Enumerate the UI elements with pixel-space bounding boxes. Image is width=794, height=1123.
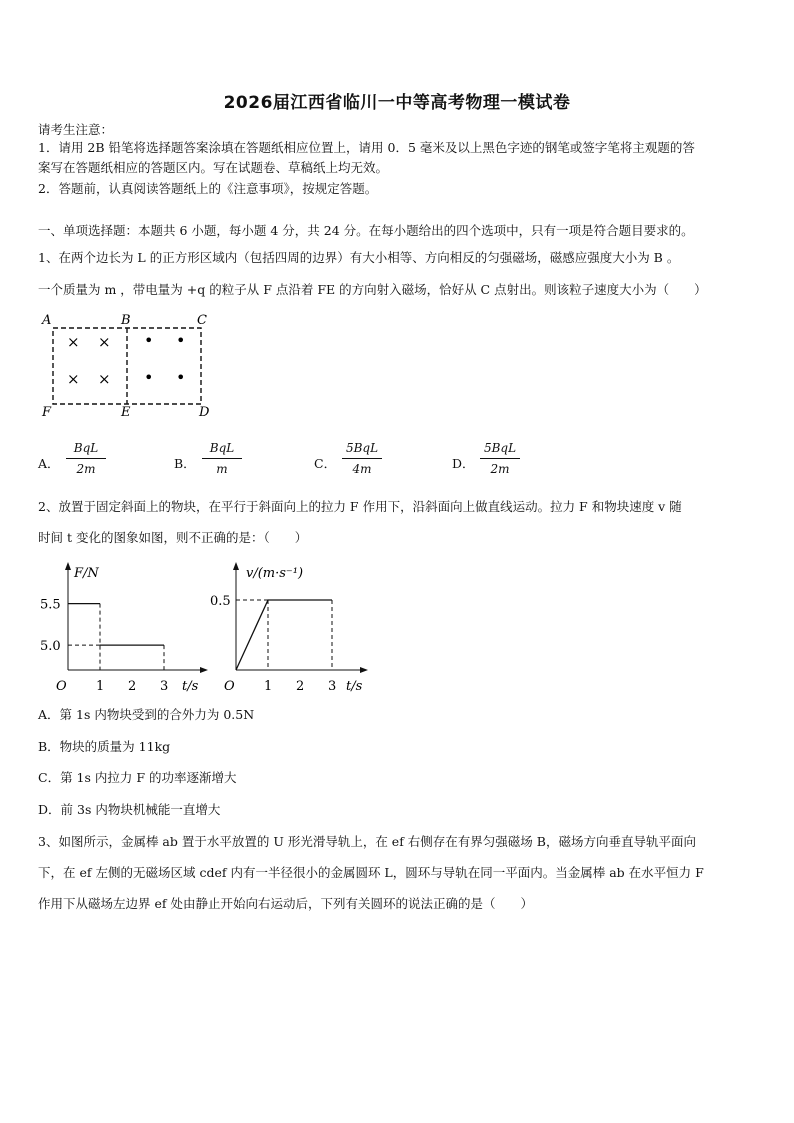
fraction-numerator: 5BqL [483, 441, 517, 455]
notice-heading: 请考生注意： [38, 122, 114, 137]
option-fraction [476, 440, 524, 477]
fraction-bar [342, 458, 382, 459]
fraction-bar [66, 458, 106, 459]
question-2-option-b[interactable]: B．物块的质量为 11kg [38, 739, 171, 754]
question-2-option-c[interactable]: C．第 1s 内拉力 F 的功率逐渐增大 [38, 770, 237, 785]
field-out-of-page-symbol: • [176, 368, 186, 387]
fraction-denominator: 2m [76, 462, 96, 476]
option-label: C． [314, 456, 337, 471]
t-axis-label: t/s [346, 679, 363, 694]
question-3-line-3: 作用下从磁场左边界 ef 处由静止开始向右运动后，下列有关圆环的说法正确的是（ ） [38, 896, 533, 911]
fraction-numerator: 5BqL [345, 441, 379, 455]
notice-item-1-line-2: 案写在答题纸相应的答题区内。写在试题卷、草稿纸上均无效。 [38, 160, 389, 175]
point-label-f: F [42, 405, 52, 420]
f-tick-label: 5.5 [40, 597, 61, 613]
question-1-options [38, 440, 598, 484]
fraction-numerator: BqL [209, 441, 235, 455]
exam-title: 2026届江西省临川一中等高考物理一模试卷 [223, 93, 571, 113]
point-label-e: E [121, 405, 131, 420]
field-into-page-symbol: × [67, 370, 80, 388]
question-3-line-2: 下，在 ef 左侧的无磁场区域 cdef 内有一半径很小的金属圆环 L，圆环与导轨在同一平面内。当金属棒 ab 在水平恒力 F [38, 865, 704, 880]
f-tick-label: 5.0 [40, 639, 61, 655]
question-1-line-2: 一个质量为 m ，带电量为 +q 的粒子从 F 点沿着 FE 的方向射入磁场，恰好从 C 点射出。则该粒子速度大小为（ ） [38, 282, 707, 297]
t-tick-label: 1 [96, 679, 105, 694]
option-label: B． [174, 456, 196, 471]
question-2-line-2: 时间 t 变化的图象如图，则不正确的是：（ ） [38, 530, 308, 545]
question-2-option-a[interactable]: A．第 1s 内物块受到的合外力为 0.5N [38, 707, 255, 722]
field-into-page-symbol: × [98, 370, 111, 388]
t-tick-label: 1 [264, 679, 273, 694]
velocity-time-graph [196, 560, 376, 695]
notice-item-1-line-1: 1．请用 2B 铅笔将选择题答案涂填在答题纸相应位置上，请用 0．5 毫米及以上黑色字迹的钢笔或签字笔将主观题的答 [38, 140, 695, 155]
fraction-bar [202, 458, 242, 459]
option-fraction [62, 440, 110, 477]
point-label-c: C [197, 313, 207, 328]
section-1-heading: 一、单项选择题：本题共 6 小题，每小题 4 分，共 24 分。在每小题给出的四个选项中，只有一项是符合题目要求的。 [38, 223, 694, 238]
origin-label: O [224, 679, 235, 694]
point-label-a: A [42, 313, 52, 328]
force-time-graph [36, 560, 216, 695]
option-label: D． [452, 456, 475, 471]
point-label-d: D [199, 405, 210, 420]
option-fraction [338, 440, 386, 477]
fraction-denominator: 2m [490, 462, 510, 476]
question-1-line-1: 1、在两个边长为 L 的正方形区域内（包括四周的边界）有大小相等、方向相反的匀强磁场，磁感应强度大小为 B 。 [38, 250, 680, 265]
option-label: A． [38, 456, 60, 471]
notice-item-2: 2．答题前，认真阅读答题纸上的《注意事项》，按规定答题。 [38, 181, 378, 196]
velocity-line [236, 600, 332, 670]
fraction-bar [480, 458, 520, 459]
question-3-line-1: 3、如图所示，金属棒 ab 置于水平放置的 U 形光滑导轨上，在 ef 右侧存在有界匀强磁场 B，磁场方向垂直导轨平面向 [38, 834, 696, 849]
t-tick-label: 2 [296, 679, 305, 694]
t-tick-label: 2 [128, 679, 137, 694]
field-into-page-symbol: × [98, 333, 111, 351]
t-axis-label: t/s [182, 679, 199, 694]
v-tick-label: 0.5 [210, 594, 231, 609]
f-axis-label: F/N [74, 566, 99, 581]
t-tick-label: 3 [328, 679, 337, 694]
field-into-page-symbol: × [67, 333, 80, 351]
question-2-option-d[interactable]: D．前 3s 内物块机械能一直增大 [38, 802, 221, 817]
point-label-b: B [121, 313, 131, 328]
question-1-magnetic-field-figure [36, 310, 226, 422]
option-fraction [198, 440, 246, 477]
question-2-line-1: 2、放置于固定斜面上的物块，在平行于斜面向上的拉力 F 作用下，沿斜面向上做直线运动。拉力 F 和物块速度 v 随 [38, 499, 682, 514]
v-axis-label: v/(m·s⁻¹) [246, 566, 304, 581]
fraction-numerator: BqL [73, 441, 99, 455]
field-out-of-page-symbol: • [176, 331, 186, 350]
fraction-denominator: m [216, 462, 228, 476]
origin-label: O [56, 679, 67, 694]
t-tick-label: 3 [160, 679, 169, 694]
field-out-of-page-symbol: • [144, 368, 154, 387]
fraction-denominator: 4m [352, 462, 372, 476]
field-out-of-page-symbol: • [144, 331, 154, 350]
